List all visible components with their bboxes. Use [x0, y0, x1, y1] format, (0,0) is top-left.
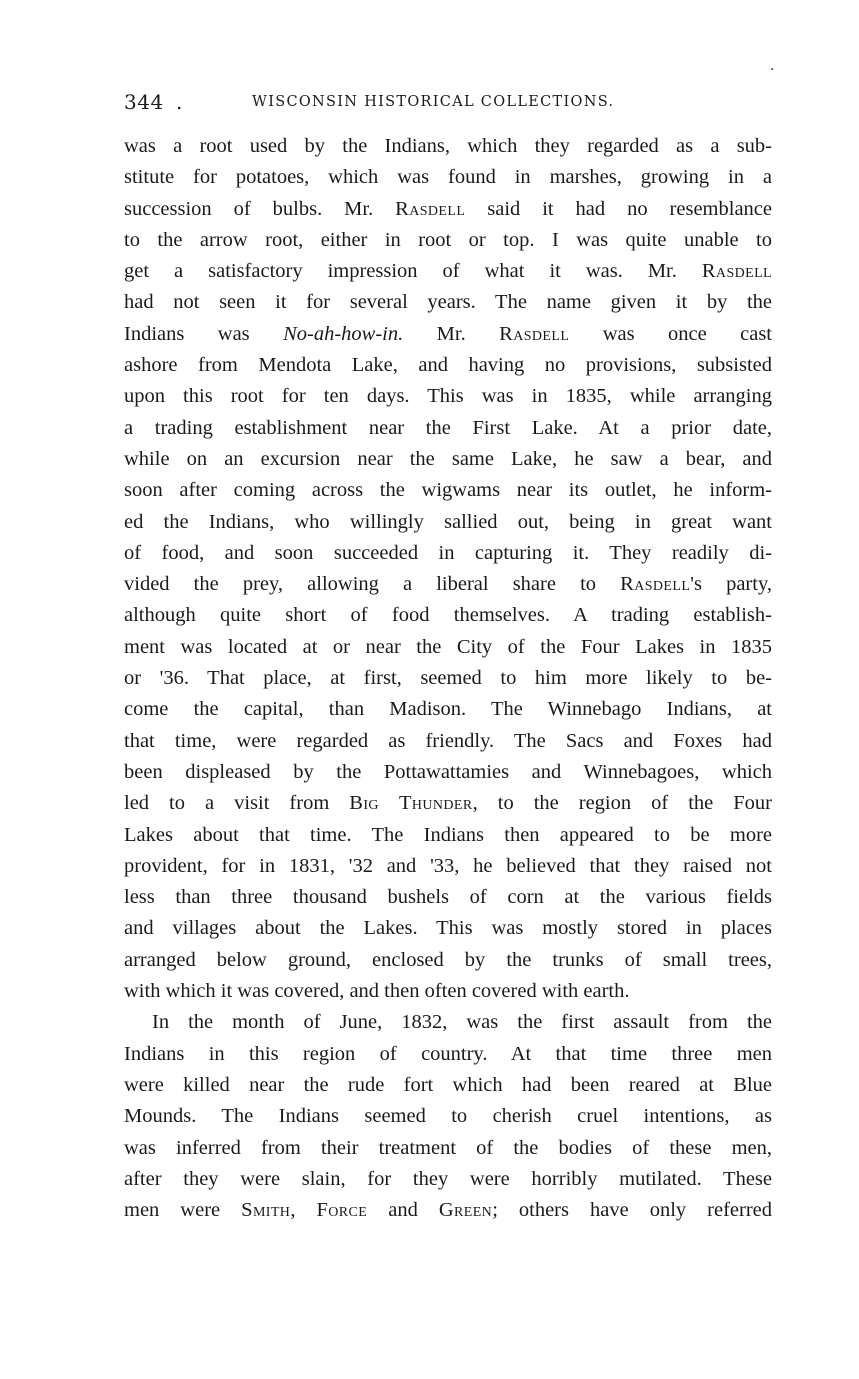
- text-line: Lakes about that time. The Indians then appeared to be more: [124, 823, 772, 846]
- italic-term: No-ah-how-in.: [283, 322, 404, 345]
- small-caps-name: Force: [316, 1199, 368, 1222]
- text-line: In the month of June, 1832, was the first assault from the: [152, 1011, 772, 1034]
- text-line: Mounds. The Indians seemed to cherish cruel intentions, as: [124, 1105, 772, 1128]
- text-line: with which it was covered, and then often covered with earth.: [124, 980, 630, 1003]
- text-line: a trading establishment near the First Lake. At a prior date,: [124, 416, 772, 439]
- text-line: been displeased by the Pottawattamies and Winnebagoes, which: [124, 760, 772, 783]
- stray-print-mark: ·: [770, 62, 775, 78]
- text-line: provident, for in 1831, '32 and '33, he believed that they raised not: [124, 854, 772, 877]
- small-caps-name: Rasdell: [499, 322, 570, 345]
- text-line: although quite short of food themselves. A trading establish-: [124, 604, 772, 627]
- small-caps-name: Rasdell: [701, 260, 772, 283]
- running-title: WISCONSIN HISTORICAL COLLECTIONS.: [252, 94, 615, 110]
- small-caps-name: Rasdell: [620, 573, 691, 596]
- text-line: led to a visit from Big Thunder, to the region of the Four: [124, 792, 772, 815]
- text-line: or '36. That place, at first, seemed to him more likely to be-: [124, 667, 772, 690]
- text-line: ment was located at or near the City of the Four Lakes in 1835: [124, 635, 772, 658]
- text-line: was inferred from their treatment of the bodies of these men,: [124, 1136, 772, 1159]
- small-caps-name: Green: [438, 1199, 493, 1222]
- text-line: Indians was No-ah-how-in. Mr. Rasdell was once cast: [124, 322, 772, 345]
- header-separator: .: [176, 90, 183, 114]
- text-line: ed the Indians, who willingly sallied out, being in great want: [124, 510, 772, 533]
- text-line: after they were slain, for they were horribly mutilated. These: [124, 1167, 772, 1190]
- text-line: upon this root for ten days. This was in 1835, while arranging: [124, 385, 772, 408]
- text-line: were killed near the rude fort which had been reared at Blue: [124, 1073, 772, 1096]
- text-line: had not seen it for several years. The name given it by the: [124, 291, 772, 314]
- running-head: [124, 90, 772, 116]
- text-line: men were Smith, Force and Green; others have only referred: [124, 1199, 772, 1222]
- text-line: while on an excursion near the same Lake, he saw a bear, and: [124, 447, 772, 470]
- text-line: less than three thousand bushels of corn at the various fields: [124, 886, 772, 909]
- small-caps-name: Smith: [241, 1199, 291, 1222]
- text-line: was a root used by the Indians, which they regarded as a sub-: [124, 135, 772, 157]
- text-line: soon after coming across the wigwams near its outlet, he inform-: [124, 479, 772, 502]
- text-line: ashore from Mendota Lake, and having no provisions, subsisted: [124, 354, 772, 377]
- text-line: and villages about the Lakes. This was mostly stored in places: [124, 917, 772, 940]
- text-line: succession of bulbs. Mr. Rasdell said it had no resemblance: [124, 197, 772, 220]
- small-caps-name: Big Thunder: [349, 792, 473, 815]
- body-text: [124, 131, 772, 1226]
- text-line: arranged below ground, enclosed by the trunks of small trees,: [124, 948, 772, 971]
- text-line: to the arrow root, either in root or top. I was quite unable to: [124, 228, 772, 251]
- text-line: stitute for potatoes, which was found in marshes, growing in a: [124, 166, 772, 189]
- text-line: Indians in this region of country. At that time three men: [124, 1042, 772, 1065]
- text-line: vided the prey, allowing a liberal share to Rasdell's party,: [124, 573, 772, 596]
- text-line: come the capital, than Madison. The Winnebago Indians, at: [124, 698, 772, 721]
- page-number: 344: [124, 90, 164, 114]
- text-line: of food, and soon succeeded in capturing it. They readily di-: [124, 541, 772, 564]
- small-caps-name: Rasdell: [395, 197, 466, 220]
- text-line: get a satisfactory impression of what it was. Mr. Rasdell: [124, 260, 772, 283]
- text-line: that time, were regarded as friendly. The Sacs and Foxes had: [124, 729, 772, 752]
